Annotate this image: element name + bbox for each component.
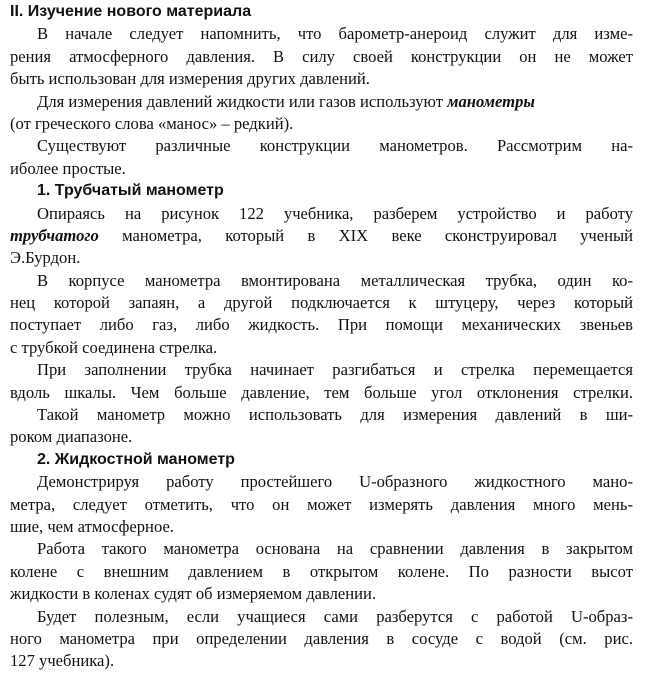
paragraph-line: с трубкой соединена стрелка. xyxy=(10,337,218,357)
paragraph-3 xyxy=(10,135,633,180)
paragraph-line: Э.Бурдон. xyxy=(10,248,81,268)
paragraph-line: рения атмосферного давления. В силу своей конструкции он не может xyxy=(10,46,633,66)
paragraph-line: вдоль шкалы. Чем больше давление, тем больше угол отклонения стрелки. xyxy=(10,382,633,402)
paragraph-5 xyxy=(10,270,633,360)
paragraph-line: ного манометра при определении давления в сосуде с водой (см. рис. xyxy=(10,628,633,648)
section-title: II. Изучение нового материала xyxy=(10,3,252,20)
subsection-title-1: 1. Трубчатый манометр xyxy=(37,182,224,200)
paragraph-line: жидкости в коленах судят об измеряемом давлении. xyxy=(10,584,377,604)
paragraph-line: В корпусе манометра вмонтирована металлическая трубка, один ко- xyxy=(37,270,633,290)
paragraph-line: метра, следует отметить, что он может измерять давления много мень- xyxy=(10,494,633,514)
paragraph-8 xyxy=(10,471,633,538)
paragraph-line: быть использован для измерения других давлений. xyxy=(10,69,370,89)
paragraph-line: Такой манометр можно использовать для измерения давлений в ши- xyxy=(37,405,633,425)
paragraph-line xyxy=(10,225,633,247)
paragraph-line: В начале следует напомнить, что барометр-анероид служит для изме- xyxy=(37,24,633,44)
paragraph-7 xyxy=(10,404,633,449)
paragraph-4 xyxy=(10,203,633,270)
paragraph-line: Существуют различные конструкции манометров. Рассмотрим на- xyxy=(37,136,633,156)
document-page xyxy=(0,1,645,670)
paragraph-6 xyxy=(10,359,633,404)
text-run: манометра, который в XIX веке сконструировал ученый xyxy=(98,225,633,245)
paragraph-line: нец которой запаян, а другой подключается к штуцеру, через который xyxy=(10,293,633,313)
paragraph-line xyxy=(10,91,633,113)
paragraph-line: шие, чем атмосферное. xyxy=(10,516,174,536)
paragraph-line: Демонстрируя работу простейшего U-образного жидкостного мано- xyxy=(37,472,633,492)
paragraph-line: При заполнении трубка начинает разгибаться и стрелка перемещается xyxy=(37,360,633,380)
paragraph-line: Будет полезным, если учащиеся сами разберутся с работой U-образ- xyxy=(37,606,633,626)
paragraph-line: (от греческого слова «манос» – редкий). xyxy=(10,113,294,133)
paragraph-line: роком диапазоне. xyxy=(10,427,133,447)
subsection-title-2: 2. Жидкостной манометр xyxy=(37,450,235,468)
paragraph-10 xyxy=(10,606,633,673)
text-run: Для измерения давлений жидкости или газов используют xyxy=(37,91,448,111)
paragraph-line: колене с внешним давлением в открытом колене. По разности высот xyxy=(10,561,633,581)
paragraph-line: 127 учебника). xyxy=(10,651,115,671)
paragraph-1 xyxy=(10,23,633,90)
paragraph-2 xyxy=(10,91,633,136)
emphasized-term: манометры xyxy=(447,91,535,111)
paragraph-line: иболее простые. xyxy=(10,158,126,178)
emphasized-term: трубчатого xyxy=(10,225,99,245)
paragraph-line: Работа такого манометра основана на сравнении давления в закрытом xyxy=(37,539,633,559)
paragraph-line: Опираясь на рисунок 122 учебника, разберем устройство и работу xyxy=(37,203,633,223)
paragraph-line: поступает либо газ, либо жидкость. При помощи механических звеньев xyxy=(10,315,633,335)
paragraph-9 xyxy=(10,538,633,605)
